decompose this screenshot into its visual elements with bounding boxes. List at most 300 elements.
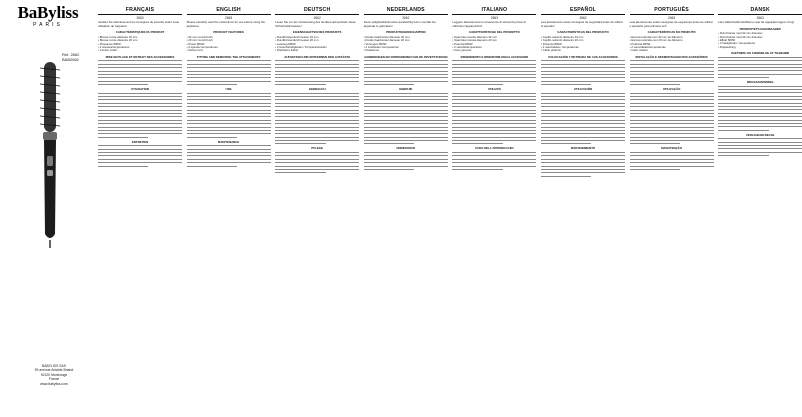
model-number: 2662 [313, 16, 321, 20]
text-line [98, 84, 148, 85]
ref-label: Ref. 2662 [62, 52, 80, 57]
text-line [275, 74, 359, 75]
text-line [452, 67, 536, 68]
attachments-text [718, 57, 802, 78]
text-line [718, 116, 802, 117]
text-line [187, 103, 271, 104]
text-line [452, 120, 536, 121]
logo-wordmark: BaByliss [17, 3, 79, 22]
text-line [718, 109, 802, 110]
text-line [98, 110, 182, 111]
text-line [452, 137, 536, 138]
address-line: BABYLISS SAS [41, 364, 67, 368]
heading-rule [98, 14, 182, 15]
text-line [630, 110, 714, 111]
text-line [275, 96, 359, 97]
section-title-use: USE [225, 87, 232, 92]
feature-item: • 2 snelheden/ temperaturen [363, 45, 399, 49]
text-line [364, 159, 448, 160]
section-title-features: CARACTÉRISTIQUES DU PRODUIT [115, 30, 165, 35]
section-title-attachments: COLOCACIÓN Y RETIRADA DE LOS ACCESORIOS [548, 54, 618, 59]
text-line [541, 133, 625, 134]
language-heading: ESPAÑOL [569, 7, 597, 13]
feature-item: • Drehbares Kabel [275, 48, 298, 53]
text-line [275, 77, 359, 78]
text-line [452, 130, 536, 131]
text-line [275, 120, 359, 121]
text-line [452, 60, 536, 61]
section-title-features: PRODUCTEIGENSCHAPPEN [386, 30, 426, 35]
text-line [275, 60, 359, 61]
text-line [275, 113, 359, 114]
text-line [541, 103, 625, 104]
text-line [630, 93, 714, 94]
text-line [541, 93, 625, 94]
maintenance-text [452, 152, 536, 170]
language-heading: NEDERLANDS [386, 7, 425, 13]
text-line [364, 152, 448, 153]
text-line [187, 149, 271, 150]
text-line [98, 67, 182, 68]
text-line [98, 60, 182, 61]
text-line [187, 64, 271, 65]
use-text [364, 93, 448, 145]
text-line [98, 74, 182, 75]
text-line [452, 81, 536, 82]
language-column-3 [364, 6, 448, 414]
text-line [452, 133, 536, 134]
text-line [541, 169, 625, 170]
rotating-brush-illustration [30, 58, 70, 248]
use-text [187, 93, 271, 138]
feature-item: • Puissance 800W [98, 41, 121, 46]
text-line [364, 60, 448, 61]
text-line [541, 166, 625, 167]
text-line [98, 96, 182, 97]
text-line [452, 77, 536, 78]
text-line [364, 169, 414, 170]
address-line: www.babyliss.com [40, 381, 68, 386]
text-line [541, 127, 625, 128]
language-columns [98, 6, 798, 414]
text-line [630, 81, 714, 82]
use-text [541, 93, 625, 145]
text-line [364, 93, 448, 94]
text-line [275, 64, 359, 65]
text-line [718, 148, 802, 149]
text-line [718, 89, 802, 90]
text-line [630, 137, 714, 138]
text-line [452, 116, 536, 117]
feature-item: • Brosse ronde diamètre 20 mm [98, 38, 138, 43]
text-line [364, 140, 448, 141]
text-line [630, 106, 714, 107]
text-line [718, 64, 802, 65]
text-line [630, 64, 714, 65]
section-title-attachments: AUFSETZEN UND ENTFERNEN DER AUFSÄTZE [284, 54, 351, 59]
babyliss-logo [10, 4, 86, 28]
text-line [275, 71, 359, 72]
feature-item: • Potenza 800W [452, 41, 473, 46]
feature-item: • Cepillo redondo diámetro 20 mm [541, 38, 584, 43]
feature-item: • 32 mm round brush [186, 34, 213, 39]
text-line [187, 93, 271, 94]
text-line [630, 130, 714, 131]
text-line [98, 81, 182, 82]
text-line [98, 127, 182, 128]
attachments-text [541, 60, 625, 85]
text-line [187, 71, 271, 72]
text-line [364, 143, 414, 144]
text-line [541, 113, 625, 114]
text-line [275, 137, 359, 138]
text-line [364, 166, 448, 167]
text-line [98, 123, 182, 124]
text-line [364, 120, 448, 121]
feature-item: • Draaisnoer [363, 48, 380, 53]
model-number: 2663 [668, 16, 676, 20]
attachments-text [364, 60, 448, 85]
text-line [718, 113, 802, 114]
text-line [718, 103, 802, 104]
text-line [718, 86, 802, 87]
section-title-maintenance: VEDLIGEHOLDELSE [745, 132, 775, 137]
feature-item: • Swivel cord [186, 48, 203, 53]
text-line [187, 166, 237, 167]
text-line [452, 113, 536, 114]
text-line [541, 137, 625, 138]
feature-item: • Effekt 800W [718, 38, 736, 42]
use-text [718, 86, 802, 131]
feature-item: • Brosse ronde diamètre 32 mm [98, 34, 138, 39]
language-column-0 [98, 6, 182, 414]
text-line [364, 99, 448, 100]
text-line [364, 106, 448, 107]
feature-item: • Escova redonda com 20 mm de diâmetro [629, 38, 683, 43]
text-line [187, 60, 271, 61]
feature-item: • 2 hastigheder / temperaturer [718, 41, 756, 46]
text-line [275, 133, 359, 134]
text-line [364, 155, 448, 156]
section-title-features: EIGENSCHAFTEN DES PRODUKTS [292, 30, 342, 35]
language-column-4 [452, 6, 536, 414]
text-line [275, 143, 325, 144]
feature-item: • Cabo rotativo [629, 48, 648, 53]
text-line [452, 143, 502, 144]
section-title-use: GEBRAUCH [308, 87, 326, 92]
text-line [275, 93, 359, 94]
brand-panel [0, 0, 96, 417]
text-line [718, 57, 802, 58]
text-line [275, 123, 359, 124]
text-line [541, 155, 625, 156]
feature-item: • 2 speeds/ temperatures [186, 45, 218, 49]
heading-rule [630, 14, 714, 15]
text-line [364, 96, 448, 97]
text-line [452, 71, 536, 72]
safety-intro: Please carefully read the instructions for use before using the appliance. [186, 20, 266, 28]
feature-list [452, 36, 536, 53]
use-text [630, 93, 714, 145]
text-line [364, 130, 448, 131]
text-line [541, 176, 591, 177]
text-line [275, 116, 359, 117]
text-line [630, 77, 714, 78]
text-line [98, 133, 182, 134]
text-line [98, 149, 182, 150]
maintenance-text [541, 152, 625, 177]
feature-list [275, 36, 359, 53]
feature-item: • Ronde haarborstel diameter 20 mm [363, 38, 410, 43]
text-line [275, 159, 359, 160]
text-line [718, 126, 802, 127]
heading-rule [452, 14, 536, 15]
text-line [98, 71, 182, 72]
feature-item: • Ronde haarborstel diameter 32 mm [363, 34, 410, 39]
feature-list [364, 36, 448, 53]
safety-intro: Deze veiligheidsinstructies aandachtig lezen voordat het apparaat te gebruiken! [363, 20, 436, 28]
text-line [630, 152, 714, 153]
feature-item: • Rundbürstendurchmesser 20 mm [275, 38, 319, 43]
text-line [98, 77, 182, 78]
text-line [364, 110, 448, 111]
text-line [452, 162, 536, 163]
section-title-use: UTILISATION [131, 87, 149, 92]
safety-intro: Lea atentamente estas consignas de seguridad antes de utilizar el aparato! [541, 20, 623, 28]
text-line [275, 166, 359, 167]
text-line [630, 99, 714, 100]
text-line [630, 166, 714, 167]
text-line [364, 162, 448, 163]
text-line [630, 120, 714, 121]
feature-item: • Vermogen 800W [363, 41, 387, 46]
maintenance-text [630, 152, 714, 170]
heading-rule [718, 14, 802, 15]
text-line [452, 103, 536, 104]
text-line [452, 99, 536, 100]
ref-code: BAB2662 [62, 57, 79, 62]
text-line [98, 159, 182, 160]
feature-item: • Potência 800W [629, 41, 651, 46]
safety-intro: Leggere attentamente le avvertenze di sicurezza prima di utilizzare l'apparecchio! [452, 20, 526, 28]
heading-rule [275, 14, 359, 15]
text-line [187, 155, 271, 156]
language-heading: DANSK [750, 7, 770, 13]
model-number: 2663 [490, 16, 498, 20]
text-line [187, 120, 271, 121]
model-number: 2663 [136, 16, 144, 20]
use-text [275, 93, 359, 145]
text-line [452, 155, 536, 156]
feature-list [187, 36, 271, 53]
text-line [364, 71, 448, 72]
text-line [187, 116, 271, 117]
feature-item: • Spazzola rotonda diametro 32 mm [452, 34, 497, 39]
text-line [187, 130, 271, 131]
text-line [630, 74, 714, 75]
feature-item: • 2 velocidades / temperaturas [541, 45, 579, 49]
address-line: France [48, 377, 60, 382]
feature-item: • Escova redonda com 32 mm de diâmetro [629, 34, 683, 39]
feature-item: • Cordon rotatif [98, 48, 117, 53]
text-line [187, 152, 271, 153]
section-title-attachments: INSTALAÇÃO E DESMONTAGEM DOS ACESSÓRIOS [635, 54, 708, 59]
text-line [98, 152, 182, 153]
text-line [187, 137, 237, 138]
section-title-attachments: ISÆTNING OG FJERNELSE AF TILBEHØR [731, 51, 790, 56]
use-text [98, 93, 182, 138]
text-line [452, 96, 536, 97]
attachments-text [187, 60, 271, 85]
text-line [275, 67, 359, 68]
text-line [452, 159, 536, 160]
model-number: 2663 [756, 16, 764, 20]
text-line [98, 64, 182, 65]
feature-list [630, 36, 714, 53]
section-title-attachments: INSERIMENTO E RIMOZIONE DEGLI ACCESSORI [460, 54, 529, 59]
text-line [630, 155, 714, 156]
text-line [630, 60, 714, 61]
logo-subtitle: PARIS [33, 22, 63, 28]
text-line [452, 127, 536, 128]
text-line [630, 116, 714, 117]
text-line [630, 67, 714, 68]
text-line [718, 138, 802, 139]
text-line [452, 123, 536, 124]
section-title-features: PRODUCT FEATURES [213, 30, 244, 35]
text-line [630, 159, 714, 160]
language-heading: DEUTSCH [303, 7, 331, 13]
section-title-use: UTILIZACIÓN [573, 87, 593, 92]
safety-intro: Læs sikkerhedsforskrifterne nøje før apparatet tages i brug! [718, 20, 795, 24]
maintenance-text [718, 138, 802, 156]
address-line: 99 avenue Aristide Briand [34, 368, 74, 373]
section-title-use: UTILIZAÇÃO [662, 87, 681, 92]
section-title-maintenance: PFLEGE [311, 146, 323, 151]
text-line [718, 130, 768, 131]
text-line [541, 81, 625, 82]
text-line [718, 96, 802, 97]
text-line [364, 137, 448, 138]
text-line [630, 127, 714, 128]
text-line [452, 140, 536, 141]
feature-list [541, 36, 625, 53]
text-line [275, 155, 359, 156]
feature-item: • 2 velocidades/temperaturas [629, 45, 666, 49]
text-line [187, 96, 271, 97]
feature-item: • 2 Geschwindigkeiten / Temperaturstufen [275, 45, 327, 49]
text-line [541, 172, 625, 173]
attachments-text [98, 60, 182, 85]
text-line [98, 93, 182, 94]
text-line [275, 103, 359, 104]
feature-item: • Rund børste med 32 mm diameter [718, 31, 763, 36]
section-title-features: PRODUKTETS EGENSKABER [739, 26, 781, 31]
language-column-1 [187, 6, 271, 414]
text-line [718, 142, 802, 143]
text-line [98, 145, 182, 146]
text-line [187, 123, 271, 124]
text-line [187, 145, 271, 146]
model-number: 2662 [402, 16, 410, 20]
heading-rule [364, 14, 448, 15]
text-line [541, 84, 591, 85]
safety-intro: Veuillez lire attentivement les consignes de sécurité avant toute utilisation de l'appareil. [98, 20, 180, 28]
text-line [187, 84, 237, 85]
text-line [630, 113, 714, 114]
text-line [98, 106, 182, 107]
language-heading: ENGLISH [216, 7, 241, 13]
text-line [98, 130, 182, 131]
text-line [187, 99, 271, 100]
text-line [364, 67, 448, 68]
text-line [187, 159, 271, 160]
use-text [452, 93, 536, 145]
section-title-use: GEBRUIK [399, 87, 413, 92]
text-line [541, 74, 625, 75]
text-line [275, 140, 359, 141]
text-line [98, 162, 182, 163]
text-line [541, 130, 625, 131]
text-line [98, 166, 148, 167]
text-line [187, 133, 271, 134]
text-line [630, 169, 680, 170]
text-line [275, 162, 359, 163]
attachments-text [275, 60, 359, 85]
manufacturer-address [24, 364, 84, 386]
heading-rule [187, 14, 271, 15]
text-line [275, 152, 359, 153]
text-line [630, 96, 714, 97]
text-line [630, 84, 680, 85]
language-heading: FRANÇAIS [125, 7, 155, 13]
text-line [718, 77, 768, 78]
maintenance-text [275, 152, 359, 173]
text-line [452, 169, 502, 170]
text-line [187, 127, 271, 128]
text-line [541, 152, 625, 153]
text-line [541, 123, 625, 124]
section-title-maintenance: MANTENIMIENTO [570, 146, 596, 151]
text-line [718, 70, 802, 71]
text-line [364, 116, 448, 117]
feature-item: • Potencia 800W [541, 41, 562, 46]
text-line [541, 140, 625, 141]
text-line [364, 127, 448, 128]
text-line [718, 155, 768, 156]
text-line [541, 64, 625, 65]
text-line [452, 93, 536, 94]
text-line [452, 64, 536, 65]
text-line [275, 169, 359, 170]
language-column-7 [718, 6, 802, 414]
text-line [187, 77, 271, 78]
text-line [364, 64, 448, 65]
text-line [452, 106, 536, 107]
text-line [187, 106, 271, 107]
text-line [275, 81, 359, 82]
text-line [718, 92, 802, 93]
section-title-maintenance: CURA DELL'APPARECCHIO [475, 146, 514, 151]
text-line [98, 113, 182, 114]
language-heading: PORTUGUÊS [654, 7, 689, 13]
feature-item: • Drejeledning [718, 44, 736, 49]
language-column-5 [541, 6, 625, 414]
text-line [275, 110, 359, 111]
feature-item: • Cavo girevole [452, 48, 472, 53]
maintenance-text [364, 152, 448, 170]
section-title-attachments: FITTING AND REMOVING THE ATTACHMENTS [196, 54, 261, 59]
